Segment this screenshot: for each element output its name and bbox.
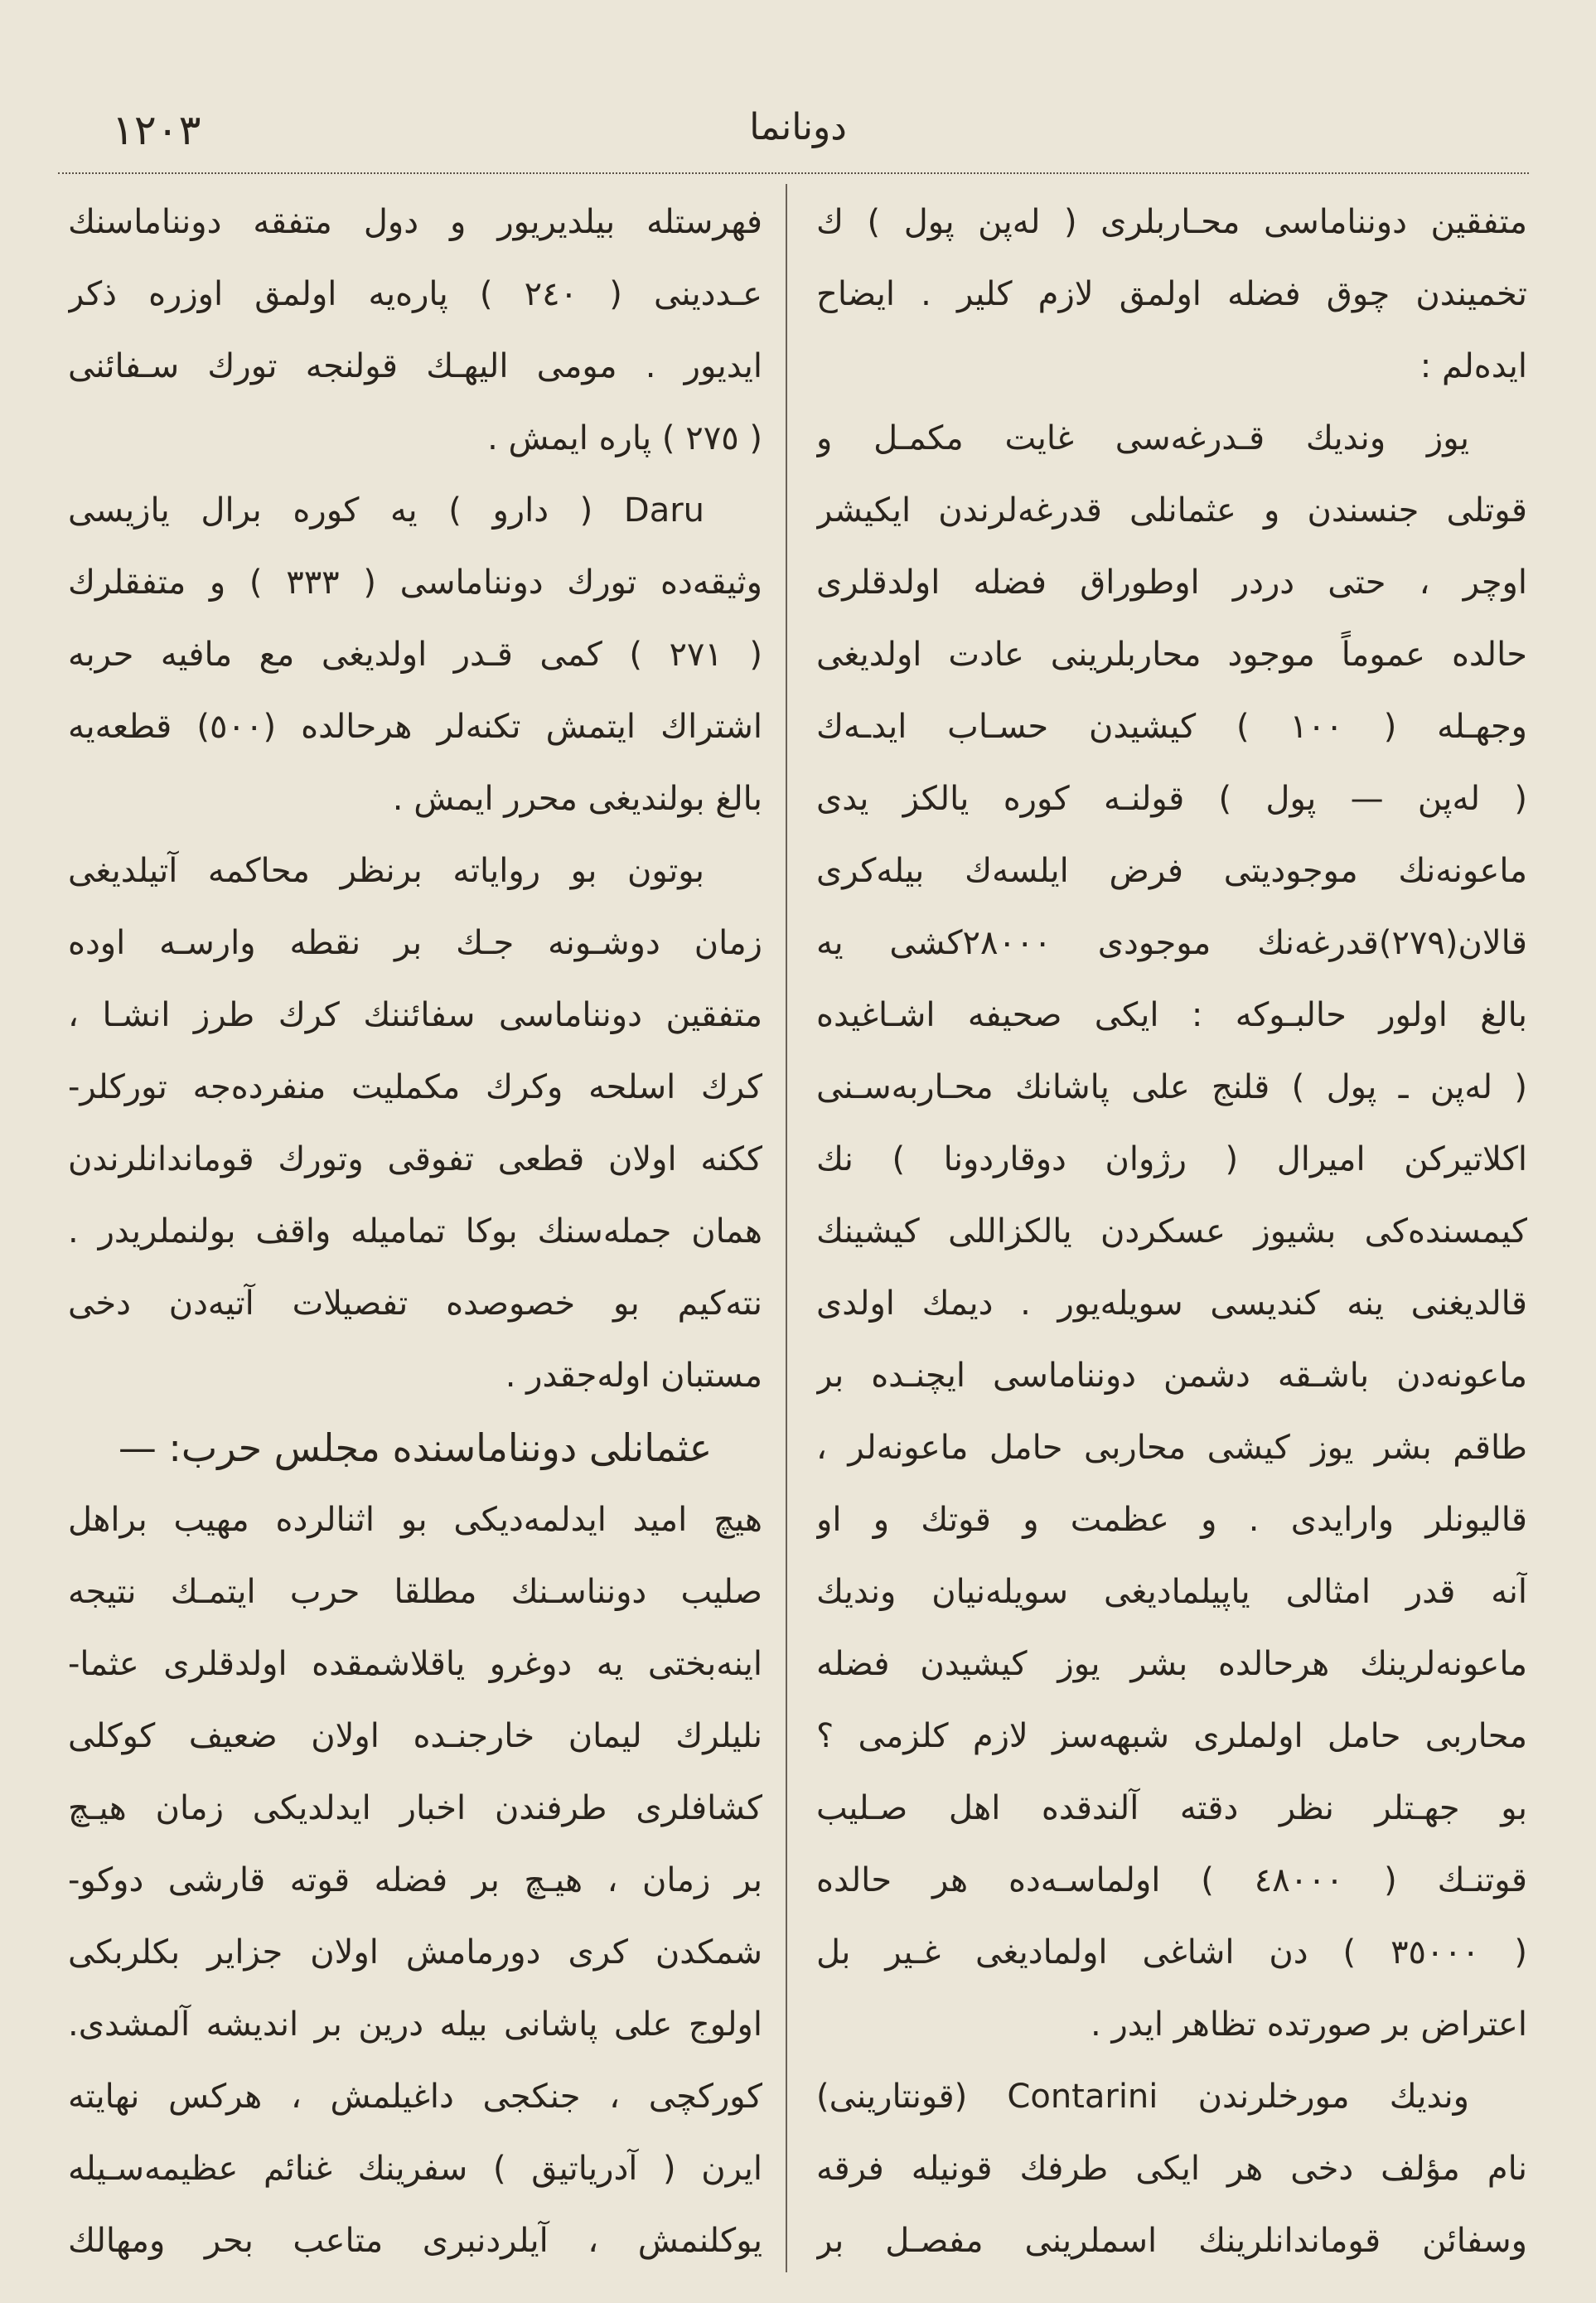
page-number: ١٢٠٣ (112, 106, 201, 154)
text-line: قالیونلر وارایدی . و عظمت و قوتك و او (816, 1501, 1527, 1539)
text-line: بالغ بولندیغی محرر ایمش . (392, 780, 762, 818)
text-line: کرك اسلحه وکرك مکملیت منفردەجه تورکلر- (68, 1068, 762, 1106)
text-line: نام مؤلف دخی هر ایکی طرفك قونیله فرقه (816, 2150, 1527, 2188)
text-line: ( ٣٥٠٠٠ ) دن اشاغی اولمادیغی غـیر بل (816, 1933, 1527, 1972)
text-line: همان جملەسنك بوکا تماميله واقف بولنملريدر . (68, 1212, 762, 1251)
text-line: آنه قدر امثالی یاپیلمادیغی سویلەنیان وندیك (816, 1573, 1527, 1611)
right-column (816, 186, 1527, 2277)
text-line: بر زمان ، هیـچ بر فضله قوته قارشی دوکو- (68, 1861, 762, 1899)
text-line: وجهـله ( ١٠٠ ) کیشیدن حسـاب ایدـەك (816, 708, 1527, 746)
text-line: کشافلری طرفندن اخبار ایدلدیکی زمان هیـچ (68, 1789, 762, 1827)
text-line: متفقین دونناماسی سفائننك کرك طرز انشـا ، (68, 996, 762, 1034)
text-line: نلیلرك لیمان خارجنـده اولان ضعیف کوکلی (68, 1717, 762, 1755)
text-line: ماعونەلرینك هرحالده بشر یوز کیشیدن فضله (816, 1645, 1527, 1683)
text-line: نتەکیم بو خصوصده تفصیلات آتیەدن دخی (68, 1285, 762, 1323)
text-line: وسفائن قوماندانلرینك اسملرینی مفصـل بر (816, 2222, 1527, 2260)
text-line: اینەبختی یه دوغرو یاقلاشمقده اولدقلری عثما- (68, 1645, 762, 1683)
text-line: کیمسندەکی بشیوز عسکردن یالکزاللی کیشینك (816, 1212, 1527, 1251)
text-line: اولوج علی پاشانی بیله درین بر اندیشه آلمشدی. (68, 2005, 762, 2044)
running-title: دونانما (749, 106, 847, 148)
text-line: ( لەپن ـ پول ) قلنج علی پاشانك محـاربەسـنی (816, 1068, 1527, 1106)
text-line: ( ٢٧٥ ) پاره ایمش . (487, 419, 762, 457)
text-line: قالدیغنی ینه کندیسی سویلەیور . دیمك اولدی (816, 1285, 1527, 1323)
text-line: اکلاتیرکن امیرال ( رژوان دوقاردونا ) نك (816, 1140, 1527, 1178)
text-line: قوتنـك ( ٤٨٠٠٠ ) اولماسـەده هر حالده (816, 1861, 1527, 1899)
text-line: تخمیندن چوق فضله اولمق لازم کلیر . ایضاح (816, 275, 1527, 313)
text-line: قالان(٢٧٩)قدرغەنك موجودی ٢٨٠٠٠کشی یه (816, 924, 1527, 962)
text-line: متفقین دونناماسی محـاربلری ( لەپن پول ) ك (816, 203, 1527, 241)
text-line: عـددینی ( ٢٤٠ ) پارەیه اولمق اوزره ذکر (68, 275, 762, 313)
text-line: بو جهـتلر نظر دقته آلندقده اهل صـلیب (816, 1789, 1527, 1827)
text-line: شمکدن کری دورمامش اولان جزایر بکلربکی (68, 1933, 762, 1972)
text-line: بوتون بو روایاته برنظر محاکمه آتیلدیغی (68, 852, 704, 890)
text-line: اعتراض بر صورتده تظاهر ایدر . (1091, 2005, 1527, 2044)
text-line: زمان دوشـونه جـك بر نقطه وارسـه اوده (68, 924, 762, 962)
text-line: یوز وندیك قـدرغەسی غایت مکمـل و (816, 419, 1469, 457)
text-line: وثیقەده تورك دونناماسی ( ٣٣٣ ) و متفقلرك (68, 564, 762, 602)
text-line: ( ٢٧١ ) کمی قـدر اولدیغی مع مافیه حربه (68, 636, 762, 674)
text-line: ایدیور . مومی الیهـك قولنجه تورك سـفائنی (68, 347, 762, 385)
left-column (68, 186, 762, 2277)
column-divider (786, 184, 787, 2272)
text-line: بالغ اولور حالبـوکه : ایکی صحیفه اشـاغیده (816, 996, 1527, 1034)
text-line: مستبان اولەجقدر . (505, 1357, 762, 1395)
text-line: هیچ امید ایدلمەدیکی بو اثنالرده مهیب براهل (68, 1501, 762, 1539)
text-line: محاربی حامل اولملری شبهەسز لازم کلزمی ؟ (816, 1717, 1527, 1755)
text-line: ایدەلم : (1419, 347, 1527, 385)
text-line: طاقم بشر یوز کیشی محاربی حامل ماعونەلر ، (816, 1429, 1527, 1467)
text-line: وندیك مورخلرندن Contarini (قونتارینی) (816, 2078, 1469, 2116)
text-line: صلیب دونناسـنك مطلقا حرب ایتمـك نتیجه (68, 1573, 762, 1611)
text-line: ایرن ( آدریاتیق ) سفرینك غنائم عظیمەسـیله (68, 2150, 762, 2188)
text-line: یوکلنمش ، آیلردنبری متاعب بحر ومهالك (68, 2222, 762, 2260)
text-line: ماعونەنك موجودیتی فرض ایلسەك بیلەکری (816, 852, 1527, 890)
section-heading: عثمانلی دونناماسنده مجلس حرب: — (118, 1425, 713, 1470)
text-line: ( لەپن — پول ) قولنـه کوره یالکز یدی (816, 780, 1527, 818)
text-line: اوچر ، حتی دردر اوطوراق فضله اولدقلری (816, 564, 1527, 602)
text-line: Daru ( دارو ) یه کوره برال یازیسی (68, 491, 704, 530)
text-line: ککنه اولان قطعی تفوقی وتورك قوماندانلرندن (68, 1140, 762, 1178)
text-line: اشتراك ایتمش تکنەلر هرحالده (٥٠٠) قطعەیه (68, 708, 762, 746)
header-rule (58, 172, 1529, 174)
text-line: حالده عموماً موجود محاربلرینی عادت اولدیغی (816, 636, 1527, 674)
text-line: ماعونەدن باشـقه دشمن دونناماسی ایچنـده بر (816, 1357, 1527, 1395)
text-line: کورکچی ، جنکجی داغیلمش ، هرکس نهایته (68, 2078, 762, 2116)
text-line: قوتلی جنسندن و عثمانلی قدرغەلرندن ایکیشر (816, 491, 1527, 530)
text-line: فهرستله بیلدیریور و دول متفقه دونناماسنك (68, 203, 762, 241)
